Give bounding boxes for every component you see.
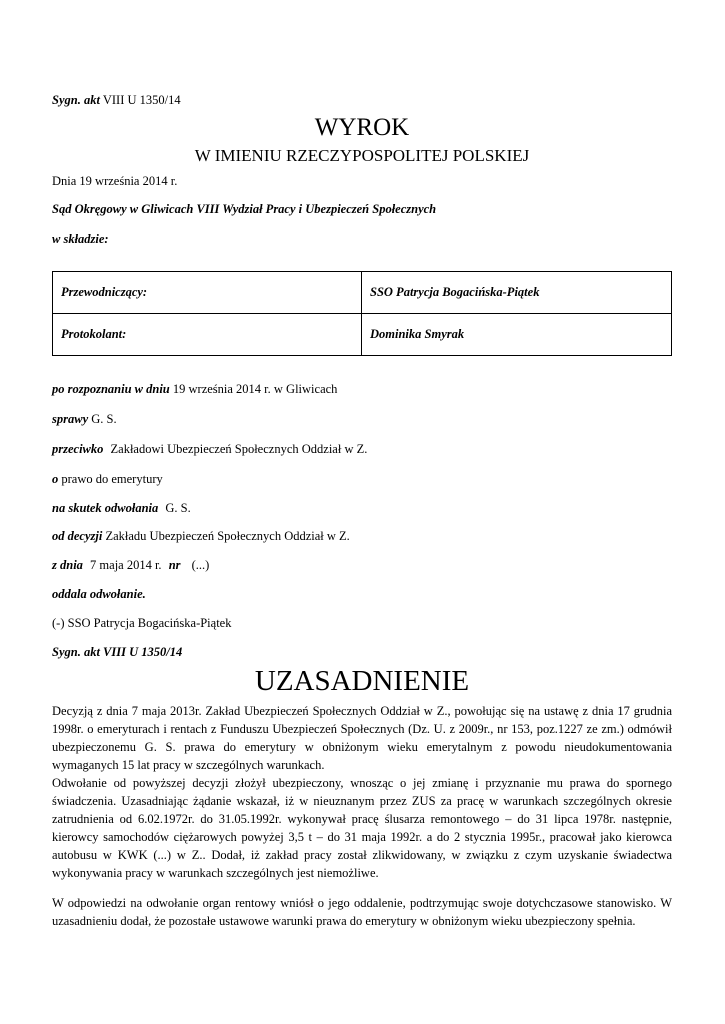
justification-title: UZASADNIENIE	[254, 665, 470, 697]
considered-label: po rozpoznaniu w dniu	[52, 382, 170, 396]
nr-value: (...)	[191, 558, 210, 572]
composition-table	[52, 271, 672, 356]
decision-value: Zakładu Ubezpieczeń Społecznych Oddział w Z.	[105, 529, 350, 543]
justification-paragraph: W odpowiedzi na odwołanie organ rentowy wniósł o jego oddalenie, podtrzymując swoje dotychczasowe stanowisko. W uzasadnieniu dodał, że pozostałe ustawowe warunki prawa do emerytury w obniżonym wieku ubezpieczony spełnia.	[52, 896, 672, 928]
case-signature-repeat: Sygn. akt VIII U 1350/14	[52, 645, 183, 659]
table-row	[53, 272, 672, 314]
matter-label: sprawy	[52, 412, 89, 426]
composition-label: w składzie:	[52, 232, 109, 246]
matter-value: G. S.	[91, 412, 117, 426]
decision-date-label: z dnia	[52, 558, 83, 572]
composition-role: Przewodniczący:	[53, 272, 362, 314]
verdict-title: WYROK	[314, 114, 410, 141]
decision-line	[52, 528, 350, 544]
judge-signature: (-) SSO Patrycja Bogacińska-Piątek	[52, 616, 232, 630]
decision-date-line	[52, 557, 209, 573]
about-label: o	[52, 472, 59, 486]
matter-line	[52, 411, 117, 427]
justification-paragraph: Decyzją z dnia 7 maja 2013r. Zakład Ubezpieczeń Społecznych Oddział w Z., powołując się na ustawę z dnia 17 grudnia 1998r. o emeryturach i rentach z Funduszu Ubezpieczeń Społecznych (Dz. U. z 2009r., nr 153, poz.1227 ze zm.) odmówił ubezpieczonemu G. S. prawa do emerytury w obniżonym wieku emerytalnym z powodu nieudokumentowania wymaganych 15 lat pracy w szczególnych warunkach.	[52, 704, 672, 772]
sygn-value: VIII U 1350/14	[102, 93, 181, 107]
about-value: prawo do emerytury	[61, 472, 163, 486]
verdict-text: oddala odwołanie.	[52, 587, 146, 601]
table-row	[53, 314, 672, 356]
verdict-subtitle: W IMIENIU RZECZYPOSPOLITEJ POLSKIEJ	[194, 146, 530, 165]
appeal-value: G. S.	[165, 501, 191, 515]
composition-person: SSO Patrycja Bogacińska-Piątek	[362, 272, 672, 314]
sygn-label: Sygn. akt	[52, 93, 100, 107]
composition-role: Protokolant:	[53, 314, 362, 356]
decision-date-value: 7 maja 2014 r.	[90, 558, 162, 572]
case-signature-header	[52, 92, 181, 108]
appeal-label: na skutek odwołania	[52, 501, 159, 515]
nr-label: nr	[168, 558, 181, 572]
court-name: Sąd Okręgowy w Gliwicach VIII Wydział Pracy i Ubezpieczeń Społecznych	[52, 202, 437, 216]
against-label: przeciwko	[52, 442, 104, 456]
considered-line	[52, 381, 337, 397]
about-line	[52, 471, 163, 487]
verdict-date: Dnia 19 września 2014 r.	[52, 174, 178, 188]
composition-person: Dominika Smyrak	[362, 314, 672, 356]
considered-value: 19 września 2014 r. w Gliwicach	[172, 382, 338, 396]
against-line	[52, 441, 367, 457]
decision-label: od decyzji	[52, 529, 103, 543]
justification-paragraph: Odwołanie od powyższej decyzji złożył ubezpieczony, wnosząc o jej zmianę i przyznanie mu prawa do spornego świadczenia. Uzasadniając żądanie wskazał, iż w nieuznanym przez ZUS za pracę w warunkach szczególnych okresie zatrudnienia od 6.02.1972r. do 31.05.1992r. wykonywał pracę ślusarza remontowego – do 31 lipca 1978r. następnie, kierowcy samochodów ciężarowych powyżej 3,5 t – do 31 maja 1992r. a do 2 stycznia 1995r., pracował jako kierowca autobusu w KWK (...) w Z.. Dodał, iż zakład pracy został zlikwidowany, w związku z czym uzyskanie świadectwa wykonywania pracy w warunkach szczególnych jest niemożliwe.	[52, 776, 672, 880]
appeal-line	[52, 500, 191, 516]
against-value: Zakładowi Ubezpieczeń Społecznych Oddział w Z.	[110, 442, 368, 456]
